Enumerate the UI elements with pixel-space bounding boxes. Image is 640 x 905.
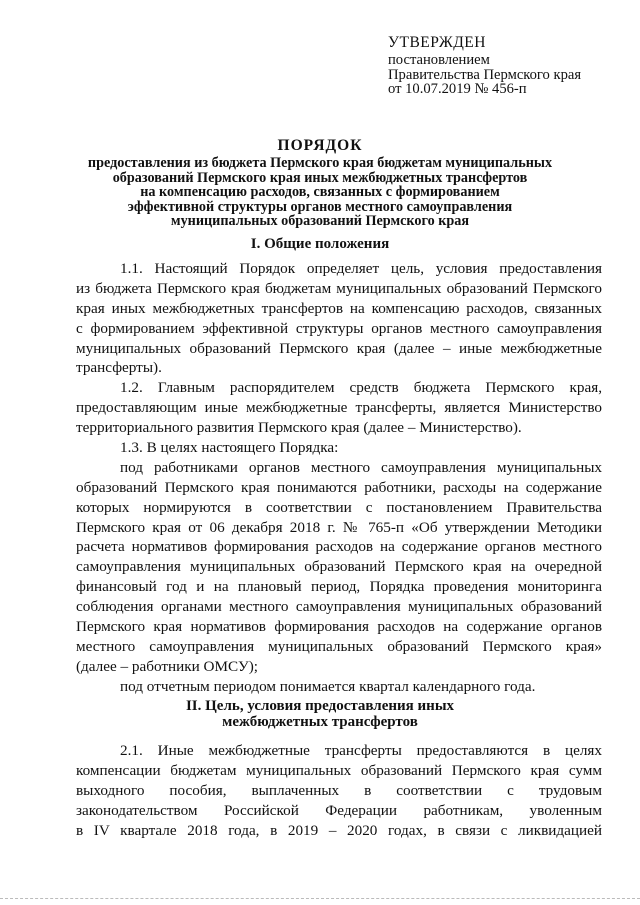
text-line: с формированием эффективной структуры органов местного самоуправления — [76, 319, 602, 337]
approval-line: постановлением — [388, 51, 490, 68]
subtitle-line: эффективной структуры органов местного самоуправления — [127, 198, 513, 215]
document-title: ПОРЯДОК — [277, 137, 363, 154]
text-line: трансферты). — [76, 359, 162, 377]
approval-line: Правительства Пермского края — [388, 66, 582, 83]
section-heading-line: II. Цель, условия предоставления иных — [185, 698, 455, 714]
section-heading — [0, 698, 640, 730]
text-line: 1.2. Главным распорядителем средств бюджета Пермского края, — [120, 379, 602, 397]
subtitle-line: на компенсацию расходов, связанных с формированием — [140, 184, 500, 201]
document-subtitle — [0, 156, 640, 229]
text-line: выходного пособия, выплаченных в соответствии с трудовым — [76, 781, 602, 799]
text-line: Пермского края нормативов формирования расходов на содержание органов — [76, 618, 602, 636]
subtitle-line: образований Пермского края иных межбюджетных трансфертов — [112, 169, 528, 186]
approval-date: от 10.07.2019 № 456-п — [388, 81, 527, 98]
text-line: предоставляющим иные межбюджетные трансферты, является Министерство — [76, 399, 602, 417]
subtitle-line: предоставления из бюджета Пермского края бюджетам муниципальных — [87, 155, 553, 171]
text-line: (далее – работники ОМСУ); — [76, 657, 258, 675]
section-1-body — [76, 259, 602, 697]
section-heading: I. Общие положения — [250, 236, 390, 252]
page-edge-divider — [0, 898, 640, 900]
text-line: финансовый год и на плановый период, Порядка проведения мониторинга — [76, 578, 602, 596]
text-line: под отчетным периодом понимается квартал календарного года. — [120, 677, 536, 695]
text-line: в IV квартале 2018 года, в 2019 – 2020 годах, в связи с ликвидацией — [76, 821, 602, 839]
text-line: края иных межбюджетных трансфертов на компенсацию расходов, связанных — [76, 299, 602, 317]
text-line: расчета нормативов формирования расходов на содержание органов местного — [76, 538, 602, 556]
text-line: законодательством Российской Федерации работникам, уволенным — [76, 801, 602, 819]
text-line: территориального развития Пермского края (далее – Министерство). — [76, 419, 522, 437]
text-line: муниципальных образований Пермского края (далее – иные межбюджетные — [76, 339, 602, 357]
text-line: под работниками органов местного самоуправления муниципальных — [120, 458, 602, 476]
text-line: самоуправления муниципальных образований Пермского края на очередной — [76, 558, 602, 576]
text-line: 1.3. В целях настоящего Порядка: — [120, 439, 339, 457]
text-line: Пермского края от 06 декабря 2018 г. № 765-п «Об утверждении Методики — [76, 518, 602, 536]
text-line: соблюдения органами местного самоуправления муниципальных образований — [76, 598, 602, 616]
text-line: образований Пермского края понимаются работники, расходы на содержание — [76, 478, 602, 496]
subtitle-line: муниципальных образований Пермского края — [170, 213, 470, 230]
text-line: местного самоуправления муниципальных образований Пермского края» — [76, 637, 602, 655]
text-line: компенсации бюджетам муниципальных образований Пермского края сумм — [76, 761, 602, 779]
text-line: 1.1. Настоящий Порядок определяет цель, условия предоставления — [120, 260, 602, 277]
text-line: 2.1. Иные межбюджетные трансферты предоставляются в целях — [120, 742, 602, 759]
approval-heading: УТВЕРЖДЕН — [388, 34, 486, 51]
text-line: из бюджета Пермского края бюджетам муниципальных образований Пермского — [76, 279, 602, 297]
text-line: которых нормируются в соответствии с постановлением Правительства — [76, 498, 602, 516]
section-2-body — [76, 741, 602, 840]
section-heading-line: межбюджетных трансфертов — [222, 714, 418, 730]
approval-stamp — [388, 36, 633, 97]
